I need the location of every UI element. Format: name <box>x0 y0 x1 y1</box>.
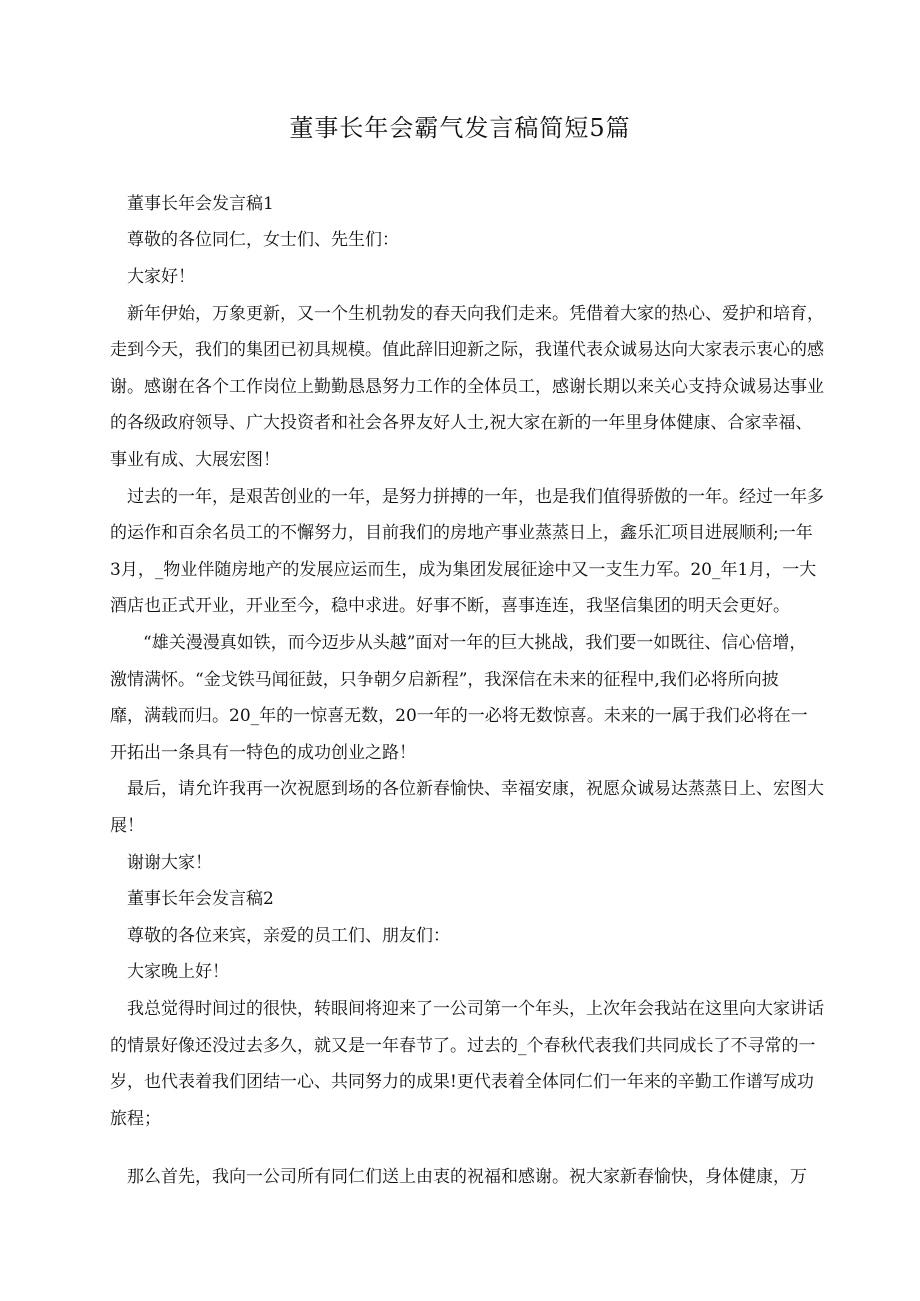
paragraph-line: 新年伊始，万象更新，又一个生机勃发的春天向我们走来。凭借着大家的热心、爱护和培育， <box>127 304 824 324</box>
salutation-2: 尊敬的各位来宾，亲爱的员工们、朋友们： <box>127 926 450 946</box>
paragraph-line: 的各级政府领导、广大投资者和社会各界友好人士,祝大家在新的一年里身体健康、合家幸福、 <box>110 413 813 433</box>
paragraph-line: 过去的一年，是艰苦创业的一年，是努力拼搏的一年，也是我们值得骄傲的一年。经过一年多 <box>127 487 824 507</box>
paragraph-line: 酒店也正式开业，开业至今，稳中求进。好事不断，喜事连连，我坚信集团的明天会更好。 <box>110 596 790 616</box>
section-heading-1: 董事长年会发言稿1 <box>127 194 274 214</box>
paragraph-line: 的运作和百余名员工的不懈努力，目前我们的房地产事业蒸蒸日上，鑫乐汇项目进展顺利;一年 <box>110 523 813 543</box>
paragraph-line: 事业有成、大展宏图！ <box>110 450 280 470</box>
greeting-1: 大家好！ <box>127 267 195 287</box>
paragraph-line: 靡，满载而归。20_年的一惊喜无数，20一年的一必将无数惊喜。未来的一属于我们必将在一 <box>110 706 808 726</box>
paragraph-line: 岁，也代表着我们团结一心、共同努力的成果!更代表着全体同仁们一年来的辛勤工作谱写成功 <box>110 1072 814 1092</box>
paragraph-line: “雄关漫漫真如铁，而今迈步从头越”面对一年的巨大挑战，我们要一如既往、信心倍增， <box>143 633 807 653</box>
greeting-2: 大家晚上好！ <box>127 962 229 982</box>
section-heading-2: 董事长年会发言稿2 <box>127 889 274 909</box>
paragraph-line: 那么首先，我向一公司所有同仁们送上由衷的祝福和感谢。祝大家新春愉快，身体健康，万 <box>127 1167 807 1187</box>
paragraph-line: 3月，_物业伴随房地产的发展应运而生，成为集团发展征途中又一支生力军。20_年1月，一大 <box>110 560 817 580</box>
paragraph-line: 激情满怀。“金戈铁马闻征鼓，只争朝夕启新程”，我深信在未来的征程中,我们必将所向披 <box>110 670 779 690</box>
paragraph-line: 我总觉得时间过的很快，转眼间将迎来了一公司第一个年头，上次年会我站在这里向大家讲话 <box>127 999 824 1019</box>
document-title: 董事长年会霸气发言稿简短5篇 <box>289 114 631 142</box>
salutation-1: 尊敬的各位同仁，女士们、先生们： <box>127 230 399 250</box>
paragraph-line: 最后，请允许我再一次祝愿到场的各位新春愉快、幸福安康，祝愿众诚易达蒸蒸日上、宏图大 <box>127 779 824 799</box>
paragraph-line: 走到今天，我们的集团已初具规模。值此辞旧迎新之际，我谨代表众诚易达向大家表示衷心的感 <box>110 340 824 360</box>
paragraph-line: 开拓出一条具有一特色的成功创业之路！ <box>110 743 416 763</box>
paragraph-line: 展！ <box>110 816 144 836</box>
paragraph-line: 的情景好像还没过去多久，就又是一年春节了。过去的_个春秋代表我们共同成长了不寻常的一 <box>110 1036 816 1056</box>
paragraph-line: 旅程； <box>110 1109 161 1129</box>
closing-1: 谢谢大家！ <box>127 853 212 873</box>
paragraph-line: 谢。感谢在各个工作岗位上勤勤恳恳努力工作的全体员工，感谢长期以来关心支持众诚易达事业 <box>110 377 824 397</box>
